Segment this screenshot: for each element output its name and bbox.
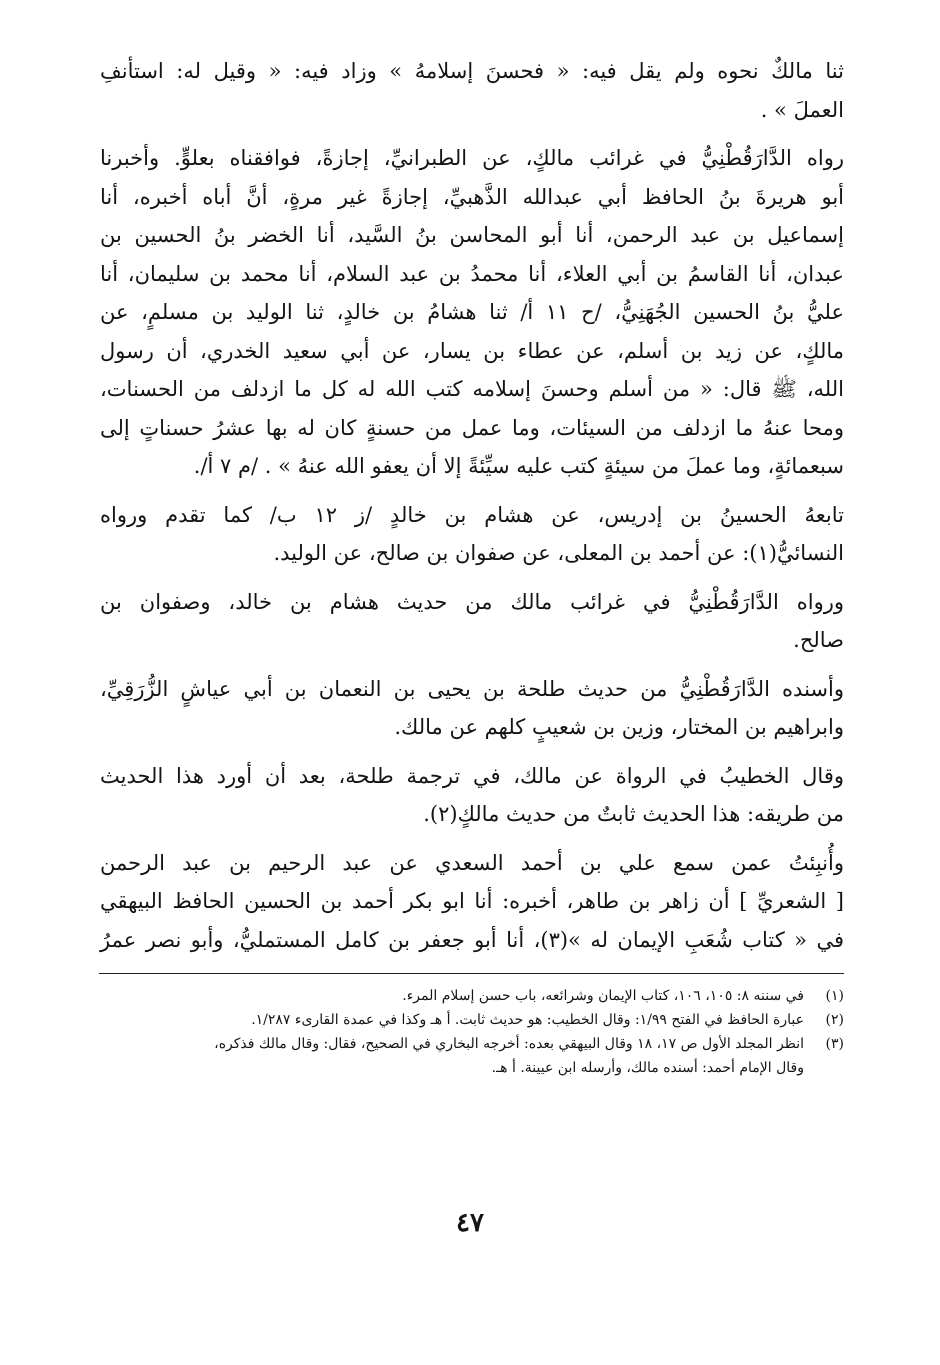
text-line: وابراهيم بن المختار، وزين بن شعيبٍ كلهم عن مالك.	[394, 715, 844, 739]
text-line: وأُنبِئتُ عمن سمع علي بن أحمد السعدي عن عبد الرحيم بن عبد الرحمن	[100, 850, 844, 875]
text-line: ثنا مالكٌ نحوه ولم يقل فيه: « فحسنَ إسلامهُ » وزاد فيه: « وقيل له: استأنفِ	[100, 59, 844, 83]
text-line: العملَ » .	[760, 97, 844, 122]
footnote-continuation: وقال الإمام أحمد: أسنده مالك، وأرسله ابن عيينة. أ هـ.	[491, 1060, 804, 1076]
paragraph-1	[100, 52, 844, 129]
paragraph-2	[100, 139, 844, 486]
text-line: مالكٍ، عن زيد بن أسلم، عن عطاء بن يسار، عن أبي سعيد الخدري، أن رسول	[100, 338, 844, 363]
paragraph-4	[100, 583, 844, 660]
text-line: ورواه الدَّارَقُطْنِيُّ في غرائب مالك من حديث هشام بن خالد، وصفوان بن	[100, 589, 844, 614]
text-line: عبدان، أنا القاسمُ بن أبي العلاء، أنا محمدُ بن عبد السلام، أنا محمد بن سليمان، أنا	[100, 261, 844, 286]
text-line: في « كتاب شُعَبِ الإيمان له »(٣)، أنا أبو جعفر بن كامل المستمليُّ، وأبو نصر عمرُ	[100, 927, 844, 952]
text-line: وقال الخطيبُ في الرواة عن مالك، في ترجمة طلحة، بعد أن أورد هذا الحديث	[100, 763, 844, 788]
text-line: أبو هريرةَ بنُ الحافظ أبي عبدالله الذَّهبيِّ، إجازةً غير مرةٍ، أنَّ أباه أخبره، أنا	[100, 184, 844, 209]
paragraph-5	[100, 670, 844, 747]
footnote-text: انظر المجلد الأول ص ١٧، ١٨ وقال البيهقي بعده: أخرجه البخاري في الصحيح، فقال: وقال مالك فذكره،	[214, 1036, 804, 1052]
text-line: عليُّ بنُ الحسين الجُهَنِيُّ، /ح ١١ أ/ ثنا هشامُ بن خالدٍ، ثنا الوليد بن مسلمٍ، عن	[100, 300, 844, 324]
text-line: إسماعيل بن عبد الرحمن، أنا أبو المحاسن بنُ السَّيد، أنا الخضر بنُ الحسين بن	[100, 223, 844, 247]
text-line: سبعمائةٍ، وما عملَ من سيئةٍ كتب عليه سيِّئةً إلا أن يعفو الله عنهُ » . /م ٧ أ/.	[193, 454, 844, 478]
text-line: من طريقه: هذا الحديث ثابتٌ من حديث مالكٍ(٢).	[423, 802, 844, 826]
footnote-text: عبارة الحافظ في الفتح ١/٩٩: وقال الخطيب: هو حديث ثابت. أ هـ وكذا في عمدة القارىء ١/٢٨٧.	[251, 1012, 804, 1028]
text-line: [ الشعريِّ ] أن زاهر بن طاهر، أخبره: أنا ابو بكر أحمد بن الحسين الحافظ البيهقي	[100, 889, 844, 913]
footnote	[100, 1032, 844, 1056]
footnote-divider	[99, 973, 844, 974]
text-line: الله، ﷺ قال: « من أسلم وحسنَ إسلامه كتب الله له كل ما ازدلف من الحسنات،	[100, 377, 844, 401]
footnote	[100, 984, 844, 1008]
page-number: ٤٧	[456, 1208, 484, 1238]
paragraph-7	[100, 844, 844, 960]
footnotes	[100, 984, 844, 1080]
text-line: تابعهُ الحسينُ بن إدريس، عن هشام بن خالدٍ /ز ١٢ ب/ كما تقدم ورواه	[100, 502, 845, 527]
footnote	[100, 1008, 844, 1032]
footnote-text: في سننه ٨: ١٠٥، ١٠٦، كتاب الإيمان وشرائعه، باب حسن إسلام المرء.	[402, 988, 804, 1004]
paragraph-3	[100, 496, 844, 573]
footnote-number: (٢)	[825, 1012, 844, 1028]
footnote-number: (٣)	[825, 1036, 844, 1052]
paragraph-6	[100, 757, 844, 834]
text-line: رواه الدَّارَقُطْنِيُّ في غرائب مالكٍ، عن الطبرانيِّ، إجازةً، فوافقناه بعلوٍّ. وأخبرنا	[100, 146, 844, 170]
text-line: صالح.	[793, 628, 844, 652]
text-line: وأسنده الدَّارَقُطْنِيُّ من حديث طلحة بن يحيى بن النعمان بن أبي عياشٍ الزُّرَقِيِّ،	[100, 676, 844, 701]
text-line: ومحا عنهُ ما ازدلف من السيئات، وما عمل من حسنةٍ كان له بها عشرُ حسناتٍ إلى	[100, 415, 844, 440]
footnote-number: (١)	[825, 988, 844, 1004]
text-line: النسائيُّ(١): عن أحمد بن المعلى، عن صفوان بن صالح، عن الوليد.	[273, 541, 844, 565]
